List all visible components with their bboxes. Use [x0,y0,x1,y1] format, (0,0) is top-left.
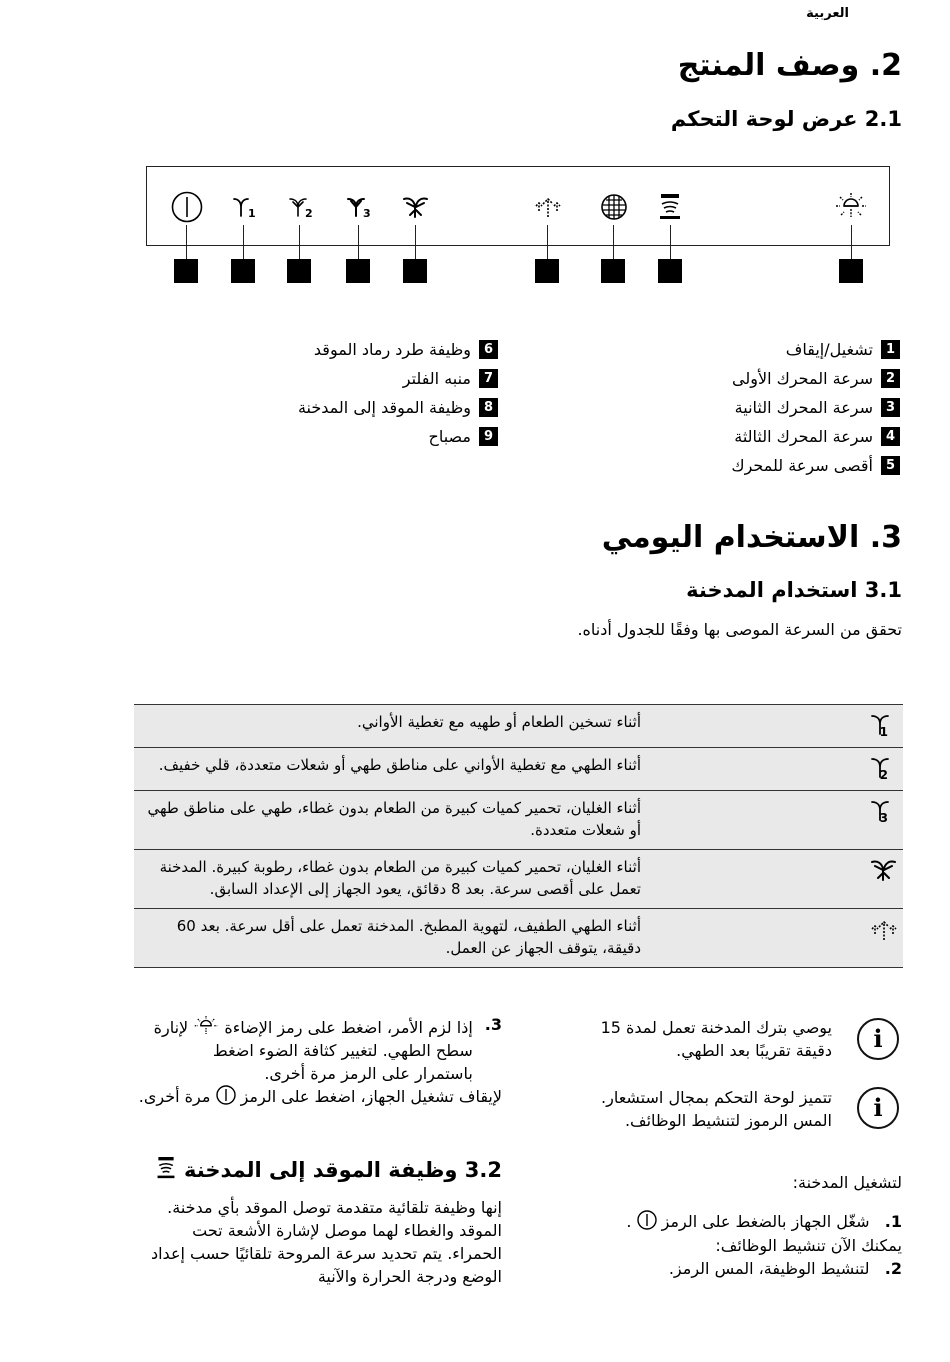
table-cell: أثناء الغليان، تحمير كميات كبيرة من الطعام بدون غطاء، رطوبة كبيرة. المدخنة تعمل على أقصى سرعة. بعد 8 دقائق، يعود الجهاز إلى الإعداد السابق. [134,850,841,909]
legend-item: 3 سرعة المحرك الثانية [735,398,900,417]
callout-square [535,259,559,283]
step-3: 3. إذا لزم الأمر، اضغط على رمز الإضاءة لإنارة سطح الطهي. لتغيير كثافة الضوء اضغط باستمرار على الرمز مرة أخرى. [153,1015,502,1083]
fan-speed-2-icon [869,756,899,782]
callout-square [403,259,427,283]
section-3-1-title: 3.1 استخدام المدخنة [686,578,902,602]
callout-square [839,259,863,283]
step-1-continued: يمكنك الآن تنشيط الوظائف: [715,1236,902,1255]
filter-grid-icon [600,193,628,221]
info-note-2: تتميز لوحة التحكم بمجال استشعار. المس الرموز لتنشيط الوظائف. [601,1088,832,1130]
hob-to-hood-icon [657,192,683,222]
table-cell: أثناء الطهي مع تغطية الأواني على مناطق طهي أو شعلات متعددة، قلي خفيف. [134,748,841,791]
table-row [134,748,903,791]
section-2-1-title: 2.1 عرض لوحة التحكم [670,107,902,131]
legend-item: 8 وظيفة الموقد إلى المدخنة [298,398,498,417]
hob-to-hood-icon [155,1155,177,1181]
legend-item: 6 وظيفة طرد رماد الموقد [314,340,498,359]
svg-text:1: 1 [879,725,888,739]
info-icon: i [857,1018,899,1060]
legend-item: 1 تشغيل/إيقاف [786,340,900,359]
fan-speed-1-icon [869,713,899,739]
speed-table [134,704,903,968]
breeze-icon [869,917,899,943]
callout-square [658,259,682,283]
step-1: 1. شغّل الجهاز بالضغط على الرمز . [626,1212,902,1231]
svg-text:3: 3 [363,207,371,220]
power-icon [171,191,203,223]
lamp-icon [193,1013,219,1037]
callout-square [346,259,370,283]
hob-to-hood-text: إنها وظيفة تلقائية متقدمة توصل الموقد بأي مدخنة. الموقد والغطاء لهما موصل لإشارة الأشعة تحت الحمراء. يتم تحديد سرعة المروحة تلقائيًا حسب إعداد الوضع ودرجة الحرارة والآنية [150,1198,502,1286]
lamp-icon [835,189,867,221]
section-3-title: 3. الاستخدام اليومي [601,520,902,555]
language-label: العربية [806,6,849,21]
section-2-title: 2. وصف المنتج [677,48,902,83]
table-row [134,909,903,968]
operate-title: لتشغيل المدخنة: [792,1173,902,1192]
info-icon: i [857,1087,899,1129]
table-cell: أثناء الغليان، تحمير كميات كبيرة من الطعام بدون غطاء، طهي على مناطق طهي أو شعلات متعددة. [134,791,841,850]
breeze-icon [533,195,563,219]
callout-square [287,259,311,283]
legend-item: 4 سرعة المحرك الثالثة [734,427,900,446]
svg-text:3: 3 [879,811,888,825]
table-row [134,791,903,850]
table-cell: أثناء الطهي الطفيف، لتهوية المطبخ. المدخنة تعمل على أقل سرعة. بعد 60 دقيقة، يتوقف الجهاز عن العمل. [134,909,841,968]
intro-text: تحقق من السرعة الموصى بها وفقًا للجدول أدناه. [577,620,902,639]
switch-off-text: لإيقاف تشغيل الجهاز، اضغط على الرمز مرة أخرى. [138,1087,502,1106]
legend-item: 5 أقصى سرعة للمحرك [731,456,900,475]
info-note-1: يوصي بترك المدخنة تعمل لمدة 15 دقيقة تقريبًا بعد الطهي. [600,1018,832,1060]
callout-square [601,259,625,283]
power-icon [216,1085,236,1105]
svg-text:1: 1 [248,207,256,220]
table-cell: أثناء تسخين الطعام أو طهيه مع تغطية الأواني. [134,705,841,748]
legend-item: 2 سرعة المحرك الأولى [732,369,900,388]
step-2: 2. لتنشيط الوظيفة، المس الرمز. [668,1259,902,1278]
section-3-2-title: 3.2 وظيفة الموقد إلى المدخنة [155,1155,502,1182]
fan-speed-1-icon [230,196,258,220]
power-icon [637,1210,657,1230]
legend-item: 7 منبه الفلتر [403,369,498,388]
fan-max-icon [402,195,430,221]
fan-speed-2-icon [287,196,315,220]
table-row [134,850,903,909]
fan-max-icon [869,858,899,884]
callout-square [174,259,198,283]
callout-square [231,259,255,283]
fan-speed-3-icon [345,196,373,220]
svg-text:2: 2 [305,207,313,220]
fan-speed-3-icon [869,799,899,825]
svg-text:2: 2 [879,768,888,782]
legend-item: 9 مصباح [429,427,498,446]
table-row [134,705,903,748]
